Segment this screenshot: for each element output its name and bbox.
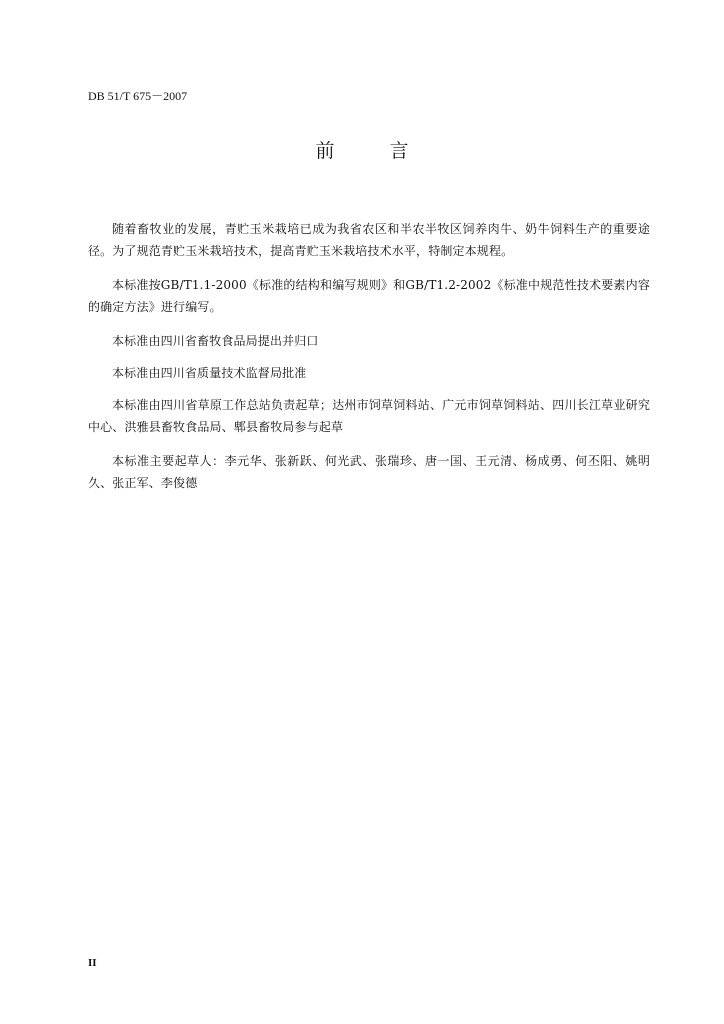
page-number: II	[88, 957, 97, 969]
paragraph-drafting-units: 本标准由四川省草原工作总站负责起草；达州市饲草饲料站、广元市饲草饲料站、四川长江草业研究中心、洪雅县畜牧食品局、郫县畜牧局参与起草	[88, 398, 650, 434]
foreword-body	[88, 218, 650, 506]
page-title: 前 言	[315, 140, 427, 162]
document-code: DB 51/T 675－2007	[88, 89, 188, 103]
paragraph-drafters: 本标准主要起草人：李元华、张新跃、何光武、张瑞珍、唐一国、王元清、杨成勇、何丕阳、姚明久、张正军、李俊德	[88, 454, 650, 490]
paragraph-drafting-rules: 本标准按GB/T1.1-2000《标准的结构和编写规则》和GB/T1.2-2002《标准中规范性技术要素内容的确定方法》进行编写。	[88, 278, 650, 314]
paragraph-proposed-by: 本标准由四川省畜牧食品局提出并归口	[112, 334, 319, 348]
paragraph-approved-by: 本标准由四川省质量技术监督局批准	[112, 366, 307, 380]
paragraph-background: 随着畜牧业的发展，青贮玉米栽培已成为我省农区和半农半牧区饲养肉牛、奶牛饲料生产的重要途径。为了规范青贮玉米栽培技术，提高青贮玉米栽培技术水平，特制定本规程。	[88, 222, 650, 258]
